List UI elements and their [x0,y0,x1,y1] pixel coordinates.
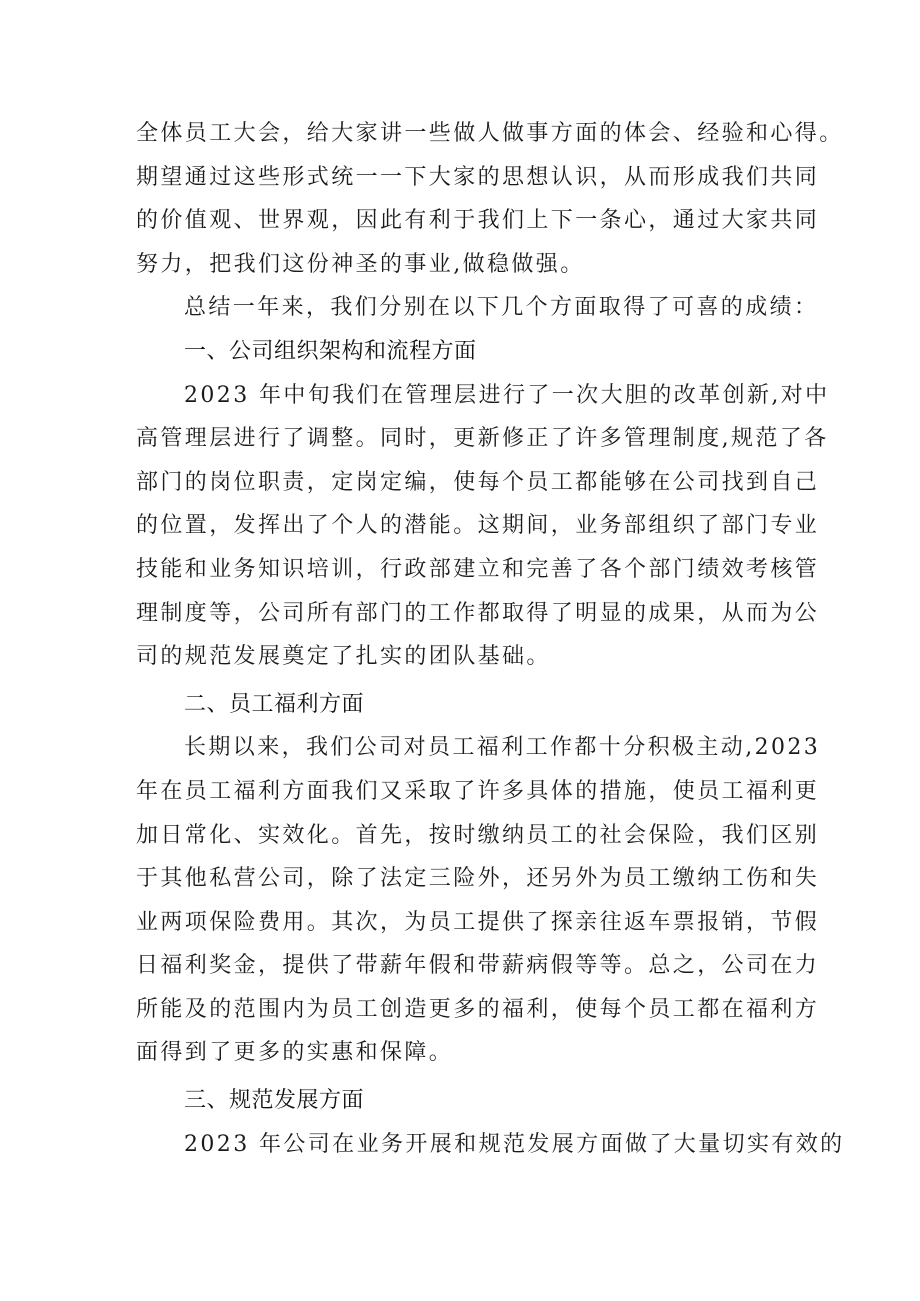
section-1-line-7: 司的规范发展奠定了扎实的团队基础。 [136,644,551,670]
section-1-line-1: 2023 年中旬我们在管理层进行了一次大胆的改革创新,对中 [184,382,830,408]
section-2-line-1: 长期以来，我们公司对员工福利工作都十分积极主动,2023 [184,735,821,761]
section-heading-2: 二、员工福利方面 [184,691,365,717]
intro-line-2: 期望通过这些形式统一一下大家的思想认识，从而形成我们共同 [136,164,820,190]
intro-line-1: 全体员工大会，给大家讲一些做人做事方面的体会、经验和心得。 [136,121,844,146]
section-2-line-5: 业两项保险费用。其次，为员工提供了探亲往返车票报销，节假 [136,909,820,935]
section-2-line-3: 加日常化、实效化。首先，按时缴纳员工的社会保险，我们区别 [136,822,820,848]
section-2-line-4: 于其他私营公司，除了法定三险外，还另外为员工缴纳工伤和失 [136,866,820,892]
section-1-line-6: 理制度等，公司所有部门的工作都取得了明显的成果，从而为公 [136,600,820,626]
summary-line: 总结一年来，我们分别在以下几个方面取得了可喜的成绩： [184,295,819,321]
section-2-line-8: 面得到了更多的实惠和保障。 [136,1040,454,1066]
section-1-line-5: 技能和业务知识培训，行政部建立和完善了各个部门绩效考核管 [136,556,820,582]
section-heading-1: 一、公司组织架构和流程方面 [184,338,477,364]
section-1-line-4: 的位置，发挥出了个人的潜能。这期间，业务部组织了部门专业 [136,513,820,539]
section-2-line-6: 日福利奖金，提供了带薪年假和带薪病假等等。总之，公司在力 [136,953,820,979]
section-2-line-2: 年在员工福利方面我们又采取了许多具体的措施，使员工福利更 [136,778,820,804]
section-3-line-1: 2023 年公司在业务开展和规范发展方面做了大量切实有效的 [184,1131,845,1157]
section-1-line-2: 高管理层进行了调整。同时，更新修正了许多管理制度,规范了各 [136,426,829,452]
section-heading-3: 三、规范发展方面 [184,1088,365,1114]
intro-line-4: 努力，把我们这份神圣的事业,做稳做强。 [136,251,585,277]
section-2-line-7: 所能及的范围内为员工创造更多的福利，使每个员工都在福利方 [136,996,820,1022]
document-body [136,112,845,1166]
intro-line-3: 的价值观、世界观，因此有利于我们上下一条心，通过大家共同 [136,208,820,234]
section-1-line-3: 部门的岗位职责，定岗定编，使每个员工都能够在公司找到自己 [136,469,820,495]
